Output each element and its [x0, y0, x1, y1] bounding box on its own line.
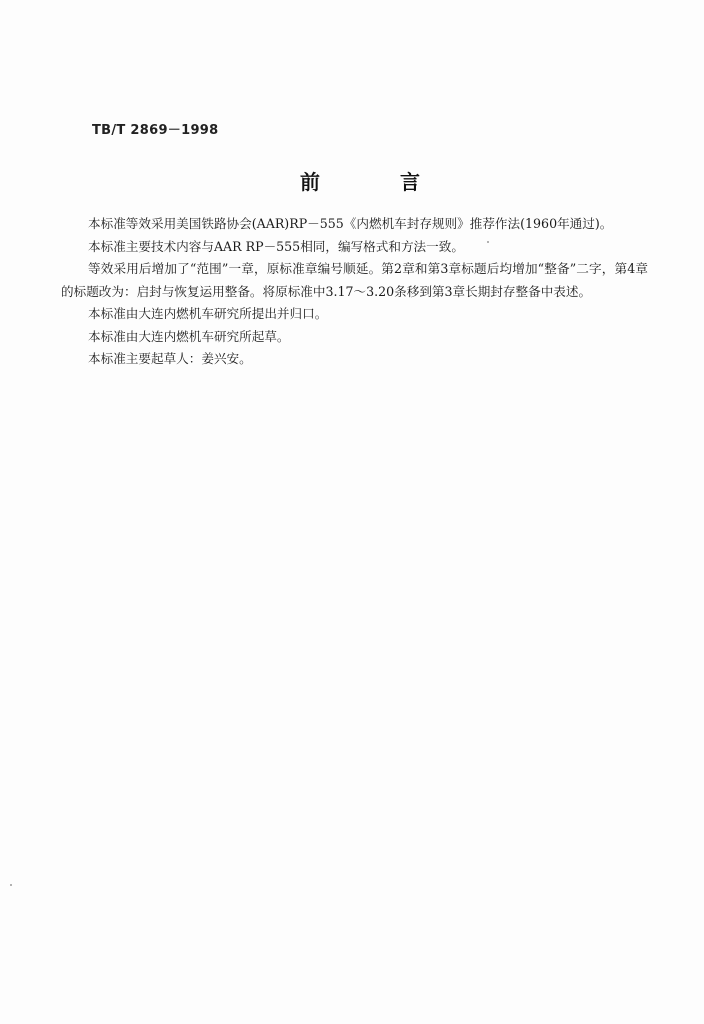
scan-speck [487, 241, 489, 243]
title-char-1: 前 [300, 170, 320, 194]
paragraph-drafter-org: 本标准由大连内燃机车研究所起草。 [88, 328, 290, 344]
paragraph-changes: 等效采用后增加了“范围”一章，原标准章编号顺延。第2章和第3章标题后均增加“整备”二字，第4章的标题改为：启封与恢复运用整备。将原标准中3.17～3.20条移到第3章长期封存整备中表述。 [61, 261, 648, 299]
paragraph-technical-content: 本标准主要技术内容与AAR RP－555相同，编写格式和方法一致。 [88, 238, 464, 254]
paragraph-adoption: 本标准等效采用美国铁路协会(AAR)RP－555《内燃机车封存规则》推荐作法(1960年通过)。 [88, 216, 613, 231]
scan-speck [10, 884, 12, 886]
standard-code: TB/T 2869－1998 [92, 123, 219, 138]
page-title [300, 166, 420, 195]
paragraph-drafter-person: 本标准主要起草人：姜兴安。 [88, 351, 252, 366]
foreword-body [61, 213, 648, 371]
title-char-2: 言 [400, 170, 420, 194]
paragraph-proposer: 本标准由大连内燃机车研究所提出并归口。 [88, 306, 328, 321]
